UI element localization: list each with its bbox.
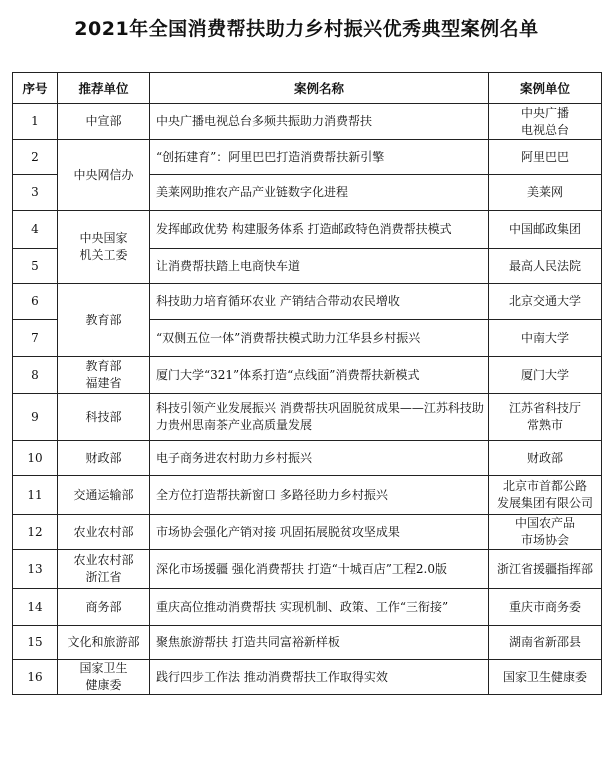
case-name: 聚焦旅游帮扶 打造共同富裕新样板 [150,626,489,660]
case-name: 厦门大学“321”体系打造“点线面”消费帮扶新模式 [150,357,489,394]
case-name: 深化市场援疆 强化消费帮扶 打造“十城百店”工程2.0版 [150,550,489,589]
case-name: 让消费帮扶踏上电商快车道 [150,249,489,284]
case-name: “创拓建育”：阿里巴巴打造消费帮扶新引擎 [150,140,489,175]
row-number: 4 [13,211,58,249]
table-row [13,441,602,476]
case-organization: 财政部 [489,441,602,476]
case-name: 科技引领产业发展振兴 消费帮扶巩固脱贫成果——江苏科技助力贵州思南茶产业高质量发展 [150,394,489,441]
row-number: 14 [13,589,58,626]
row-number: 2 [13,140,58,175]
case-organization: 北京市首都公路 发展集团有限公司 [489,476,602,515]
row-number: 15 [13,626,58,660]
recommending-unit: 中宣部 [58,104,150,140]
case-name: 科技助力培育循环农业 产销结合带动农民增收 [150,284,489,320]
row-number: 11 [13,476,58,515]
recommending-unit: 农业农村部 浙江省 [58,550,150,589]
recommending-unit: 教育部 [58,284,150,357]
table-row [13,394,602,441]
recommending-unit: 国家卫生 健康委 [58,660,150,695]
header-unit: 推荐单位 [58,73,150,104]
recommending-unit: 文化和旅游部 [58,626,150,660]
case-name: 发挥邮政优势 构建服务体系 打造邮政特色消费帮扶模式 [150,211,489,249]
case-name: 中央广播电视总台多频共振助力消费帮扶 [150,104,489,140]
row-number: 13 [13,550,58,589]
row-number: 10 [13,441,58,476]
row-number: 8 [13,357,58,394]
recommending-unit: 农业农村部 [58,515,150,550]
case-name: 全方位打造帮扶新窗口 多路径助力乡村振兴 [150,476,489,515]
recommending-unit: 科技部 [58,394,150,441]
case-name: 美莱网助推农产品产业链数字化进程 [150,175,489,211]
recommending-unit: 财政部 [58,441,150,476]
header-no: 序号 [13,73,58,104]
case-organization: 中央广播 电视总台 [489,104,602,140]
table-row [13,476,602,515]
row-number: 6 [13,284,58,320]
recommending-unit: 中央国家 机关工委 [58,211,150,284]
table-row [13,550,602,589]
row-number: 12 [13,515,58,550]
recommending-unit: 中央网信办 [58,140,150,211]
case-organization: 重庆市商务委 [489,589,602,626]
table-row [13,104,602,140]
case-name: 电子商务进农村助力乡村振兴 [150,441,489,476]
case-list-table [12,72,602,695]
case-name: 践行四步工作法 推动消费帮扶工作取得实效 [150,660,489,695]
row-number: 9 [13,394,58,441]
page-title: 2021年全国消费帮扶助力乡村振兴优秀典型案例名单 [74,18,539,40]
table-row [13,357,602,394]
row-number: 1 [13,104,58,140]
case-organization: 北京交通大学 [489,284,602,320]
table-row [13,284,602,320]
table-row [13,140,602,175]
case-organization: 中国农产品 市场协会 [489,515,602,550]
case-name: 市场协会强化产销对接 巩固拓展脱贫攻坚成果 [150,515,489,550]
case-organization: 浙江省援疆指挥部 [489,550,602,589]
case-organization: 国家卫生健康委 [489,660,602,695]
row-number: 3 [13,175,58,211]
table-row [13,589,602,626]
recommending-unit: 商务部 [58,589,150,626]
row-number: 5 [13,249,58,284]
recommending-unit: 教育部 福建省 [58,357,150,394]
table-body [13,104,602,695]
row-number: 7 [13,320,58,357]
case-organization: 中国邮政集团 [489,211,602,249]
case-organization: 湖南省新邵县 [489,626,602,660]
case-organization: 最高人民法院 [489,249,602,284]
table-header-row [13,73,602,104]
table-row [13,626,602,660]
recommending-unit: 交通运输部 [58,476,150,515]
case-organization: 中南大学 [489,320,602,357]
table-row [13,211,602,249]
case-organization: 江苏省科技厅 常熟市 [489,394,602,441]
case-organization: 美莱网 [489,175,602,211]
case-name: “双侧五位一体”消费帮扶模式助力江华县乡村振兴 [150,320,489,357]
row-number: 16 [13,660,58,695]
header-name: 案例名称 [150,73,489,104]
header-org: 案例单位 [489,73,602,104]
table-row [13,660,602,695]
case-organization: 厦门大学 [489,357,602,394]
case-organization: 阿里巴巴 [489,140,602,175]
case-name: 重庆高位推动消费帮扶 实现机制、政策、工作“三衔接” [150,589,489,626]
table-row [13,515,602,550]
